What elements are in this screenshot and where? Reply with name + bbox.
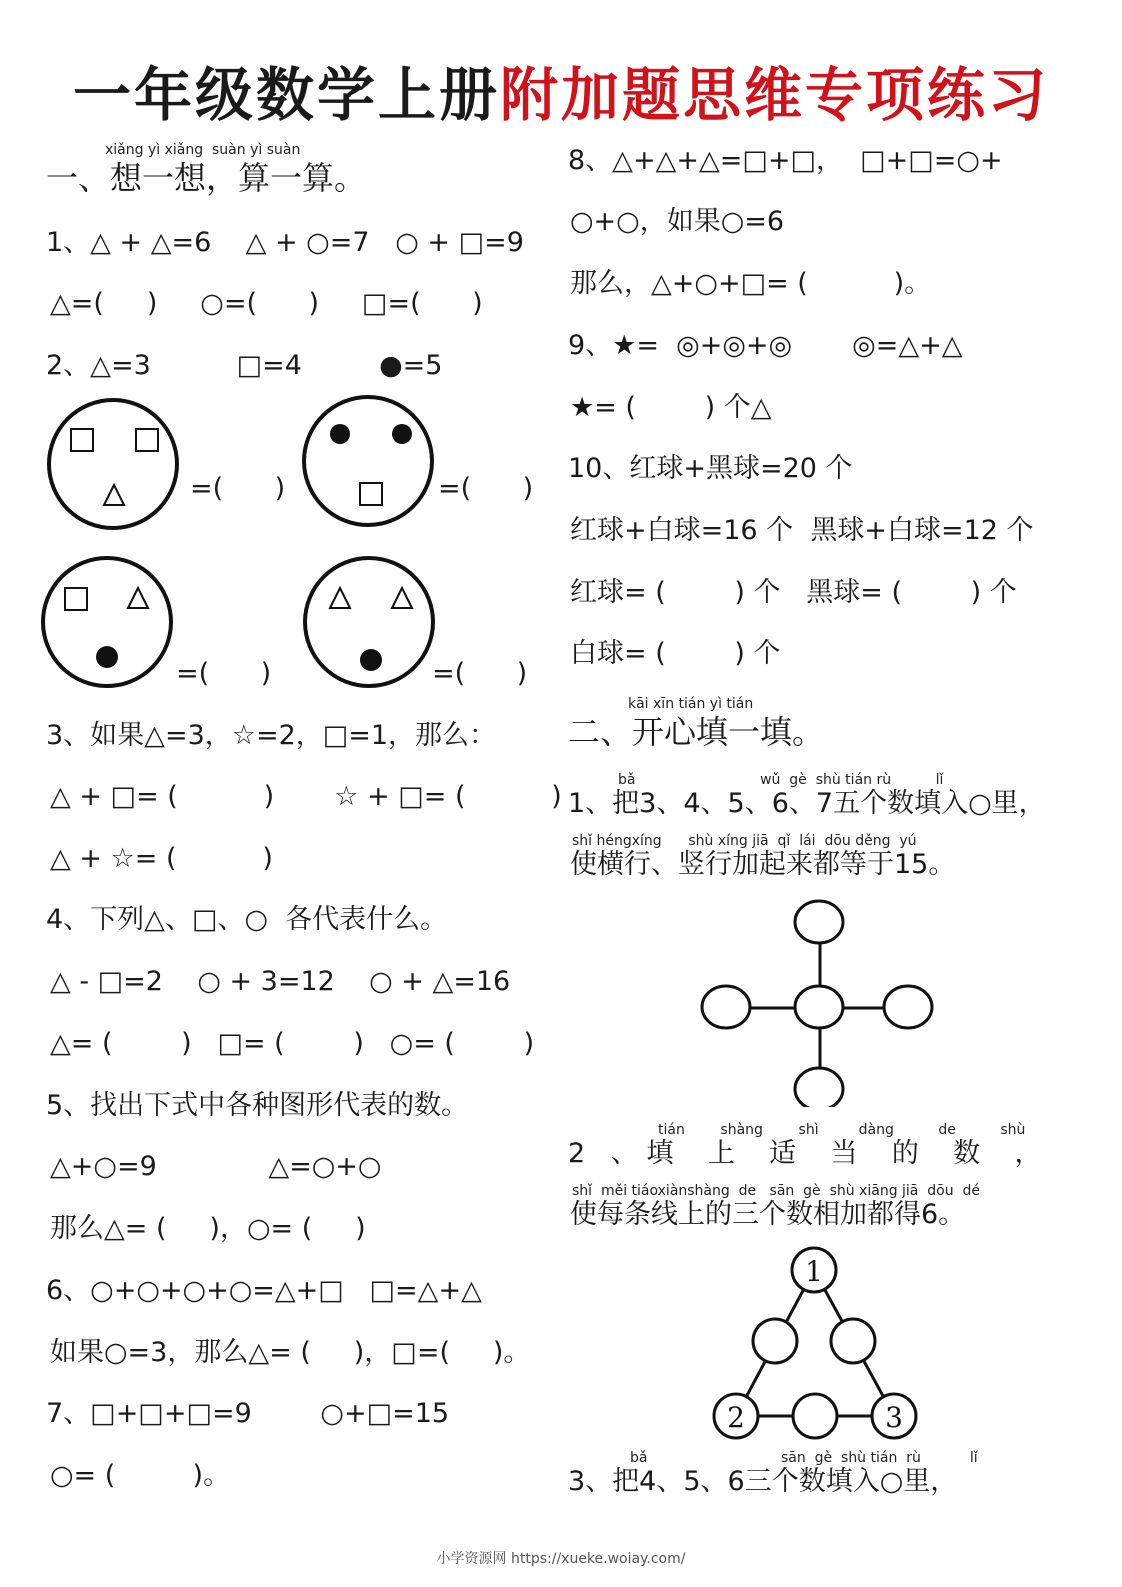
- node-bottom-left: [714, 1394, 758, 1438]
- s2q1-line2: 使横行、竖行加起来都等于15。: [570, 849, 956, 880]
- s2q1-pinyin2: shǐ héngxíng shù xíng jiā qǐ lái dōu děng yú: [572, 833, 917, 849]
- q3-line1: 3、如果△=3，☆=2，□=1，那么：: [46, 720, 497, 751]
- q2-blank-4: =( ): [432, 658, 528, 689]
- face-square-triangle-dot: [40, 556, 175, 688]
- triangle-shape: [128, 588, 148, 608]
- triangle-shape: [104, 485, 124, 505]
- face-dots-square: [301, 395, 436, 527]
- q9-line2: ★= ( ) 个△: [570, 392, 772, 423]
- q2-blank-2: =( ): [438, 473, 534, 504]
- s2q3-pinyin1: bǎ sān gè shù tián rù lǐ: [630, 1450, 978, 1466]
- q5-line1: 5、找出下式中各种图形代表的数。: [46, 1090, 469, 1121]
- node-bottom-right-label: 3: [885, 1401, 903, 1434]
- footer-watermark: 小学资源网 https://xueke.woiay.com/: [436, 1551, 686, 1567]
- s2q2-line2: 使每条线上的三个数相加都得6。: [570, 1199, 966, 1230]
- q1-line1: 1、△ + △=6 △ + ○=7 ○ + □=9: [46, 227, 524, 258]
- dot-shape: [330, 424, 350, 444]
- section2-pinyin: kāi xīn tián yì tián: [628, 696, 754, 712]
- page-title: [0, 48, 1122, 132]
- title-black: 一年级数学上册: [72, 61, 500, 129]
- q3-line3: △ + ☆= ( ): [50, 843, 273, 874]
- blank-circle-top[interactable]: [795, 901, 843, 943]
- section1-heading: 一、想一想，算一算。: [46, 159, 367, 197]
- triangle-shape: [392, 588, 412, 608]
- s2q3-line1: 3、把4、5、6三个数填入○里，: [568, 1466, 958, 1497]
- triangle-diagram: [700, 1240, 930, 1440]
- q8-line1: 8、△+△+△=□+□， □+□=○+: [568, 145, 1003, 176]
- dot-shape: [392, 424, 412, 444]
- s2q2-pinyin1: tián shàng shì dàng de shù: [658, 1122, 1026, 1138]
- triangle-shape: [330, 588, 350, 608]
- node-bottom-right: [872, 1394, 916, 1438]
- section1-pinyin: xiǎng yì xiǎng suàn yì suàn: [105, 142, 301, 158]
- section2-heading: 二、开心填一填。: [568, 713, 825, 751]
- square-shape: [71, 429, 93, 451]
- title-red: 附加题思维专项练习: [500, 61, 1050, 129]
- s2q1-pinyin1: bǎ wǔ gè shù tián rù lǐ: [618, 772, 944, 788]
- square-shape: [360, 483, 382, 505]
- blank-circle-left[interactable]: [702, 986, 750, 1028]
- q6-line1: 6、○+○+○+○=△+□ □=△+△: [46, 1275, 482, 1306]
- q2-blank-1: =( ): [190, 473, 286, 504]
- s2q2-pinyin2: shǐ měi tiáoxiànshàng de sān gè shù xiāng jiā dōu dé: [572, 1183, 981, 1199]
- s2q2-line1: 2 、 填 上 适 当 的 数 ，: [568, 1138, 1042, 1169]
- node-top: [792, 1248, 836, 1292]
- square-shape: [136, 429, 158, 451]
- blank-circle-bottom[interactable]: [795, 1068, 843, 1110]
- s2q1-line1: 1、把3、4、5、6、7五个数填入○里，: [568, 788, 1046, 819]
- blank-circle-left-mid[interactable]: [753, 1319, 797, 1363]
- q5-line2: △+○=9 △=○+○: [50, 1151, 382, 1182]
- cutoff-mask: [788, 1107, 852, 1115]
- q8-line3: 那么，△+○+□= ( )。: [570, 268, 932, 299]
- q4-line2: △ - □=2 ○ + 3=12 ○ + △=16: [50, 966, 511, 997]
- face-circle: [49, 400, 177, 528]
- q5-line3: 那么△= ( )，○= ( ): [50, 1213, 366, 1244]
- square-shape: [65, 588, 87, 610]
- blank-circle-right-mid[interactable]: [831, 1319, 875, 1363]
- q10-line2: 红球+白球=16 个 黑球+白球=12 个: [570, 515, 1034, 546]
- q8-line2: ○+○，如果○=6: [570, 206, 785, 237]
- q10-line3: 红球= ( ) 个 黑球= ( ) 个: [570, 577, 1017, 608]
- q3-line2: △ + □= ( ) ☆ + □= ( ): [50, 781, 562, 812]
- q10-line4: 白球= ( ) 个: [570, 638, 781, 669]
- dot-shape: [96, 646, 118, 668]
- q7-line2: ○= ( )。: [50, 1460, 231, 1491]
- q4-line1: 4、下列△、□、○ 各代表什么。: [46, 904, 448, 935]
- q2-blank-3: =( ): [176, 658, 272, 689]
- q9-line1: 9、★= ◎+◎+◎ ◎=△+△: [568, 330, 963, 361]
- q7-line1: 7、□+□+□=9 ○+□=15: [46, 1398, 450, 1429]
- dot-shape: [360, 649, 382, 671]
- cross-diagram: [700, 900, 940, 1110]
- q6-line2: 如果○=3，那么△= ( )，□=( )。: [50, 1337, 531, 1368]
- node-bottom-left-label: 2: [727, 1401, 745, 1434]
- q1-line2: △=( ) ○=( ) □=( ): [50, 288, 483, 319]
- blank-circle-bottom-mid[interactable]: [793, 1394, 837, 1438]
- blank-circle-right[interactable]: [884, 986, 932, 1028]
- q10-line1: 10、红球+黑球=20 个: [568, 453, 853, 484]
- q4-line3: △= ( ) □= ( ) ○= ( ): [50, 1028, 535, 1059]
- face-squares-triangle: [46, 398, 181, 530]
- node-top-label: 1: [805, 1255, 823, 1288]
- blank-circle-center[interactable]: [795, 986, 843, 1028]
- q2-line1: 2、△=3 □=4 ●=5: [46, 350, 443, 381]
- face-triangles-dot: [302, 556, 437, 688]
